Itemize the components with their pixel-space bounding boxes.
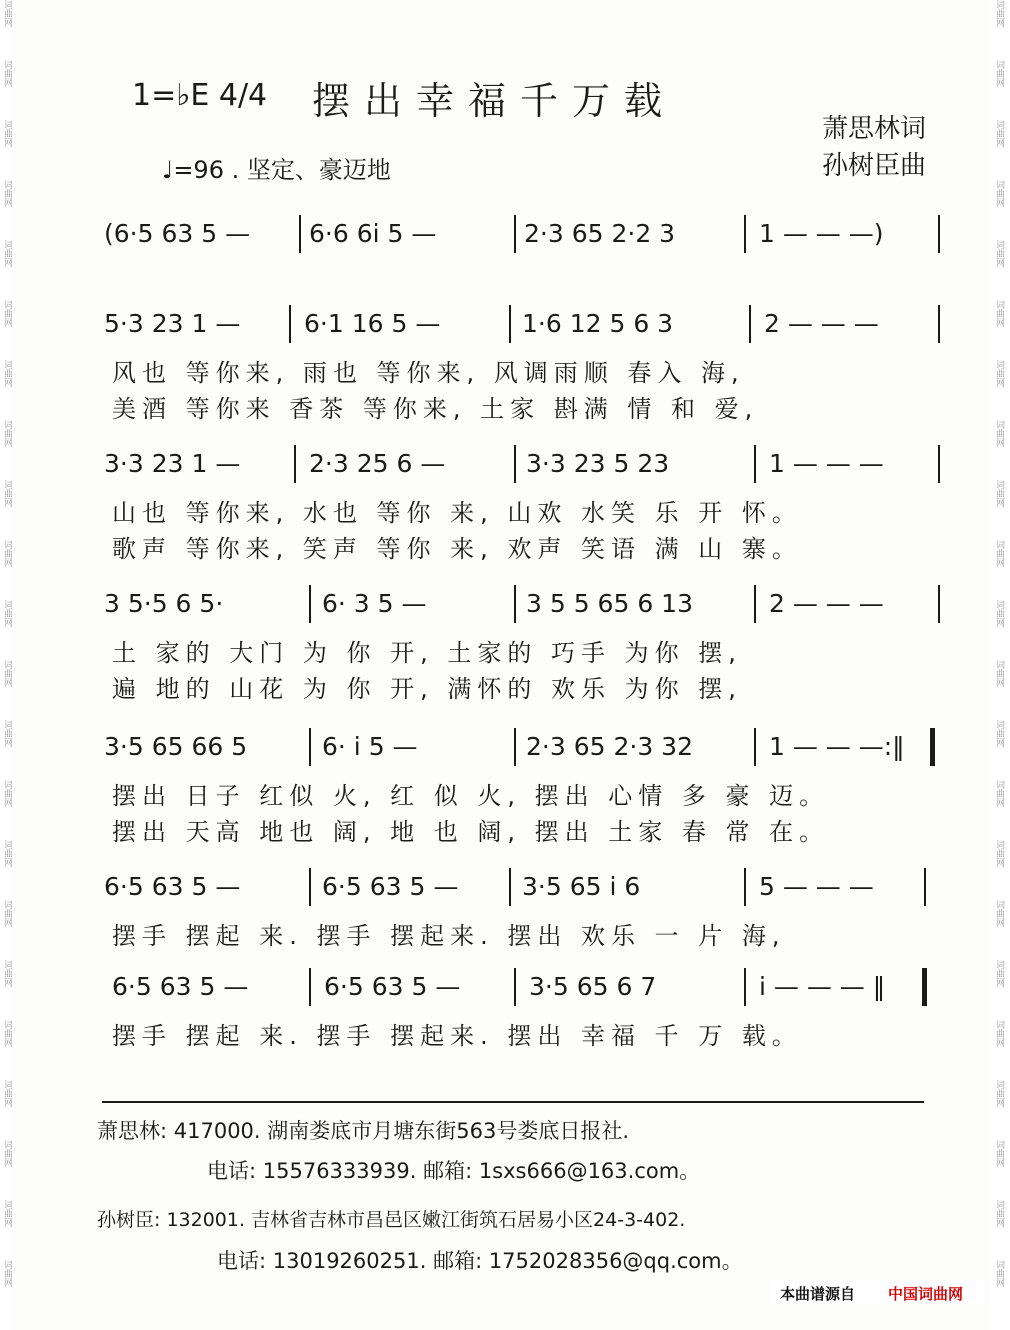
watermark-text: 词曲网 [2,0,12,27]
watermark-text: 词曲网 [2,120,12,147]
composer-contact: 电话: 13019260251. 邮箱: 1752028356@qq.com。 [217,1249,743,1273]
lyric-verse-1: 摆出 日子 红似 火, 红 似 火, 摆出 心情 多 豪 迈。 [112,782,830,810]
watermark-text: 词曲网 [2,1200,12,1227]
watermark-text: 词曲网 [994,420,1004,447]
measure: 3·3 23 5 23 [526,449,670,478]
watermark-text: 词曲网 [2,1020,12,1047]
watermark-text: 词曲网 [2,660,12,687]
watermark-text: 词曲网 [994,840,1004,867]
watermark-text: 词曲网 [994,780,1004,807]
measure: 1 — — —:‖ [769,732,905,761]
measure: (6·5 63 5 — [104,219,251,248]
notation-line [104,728,944,768]
measure: 6·5 63 5 — [322,872,459,901]
lyricist-credit: 萧思林词 [822,114,927,144]
watermark-text: 词曲网 [2,720,12,747]
barline [514,728,516,766]
measure: 2·3 65 2·3 32 [526,732,693,761]
lyricist-contact: 电话: 15576333939. 邮箱: 1sxs666@163.com。 [207,1159,701,1183]
tempo-marking: ♩=96 . 坚定、豪迈地 [162,156,391,184]
source-footer [770,1280,985,1304]
barline [938,305,940,343]
right-watermark-strip [988,0,1010,1330]
barline [514,215,516,253]
barline [749,305,751,343]
lyric-verse-2: 摆出 天高 地也 阔, 地 也 阔, 摆出 土家 春 常 在。 [112,818,830,846]
notation-line [104,585,944,625]
measure: 2 — — — [769,589,884,618]
watermark-text: 词曲网 [2,60,12,87]
watermark-text: 词曲网 [2,300,12,327]
notation-line [104,868,944,908]
measure: 6·6 6i 5 — [309,219,437,248]
measure: i — — — ‖ [759,972,886,1001]
watermark-text: 词曲网 [994,1200,1004,1227]
measure: 2·3 65 2·2 3 [524,219,676,248]
barline [509,305,511,343]
watermark-text: 词曲网 [994,720,1004,747]
measure: 6·1 16 5 — [304,309,441,338]
barline [744,215,746,253]
notation-line [104,968,944,1008]
barline [514,968,516,1006]
notation-line [104,215,944,255]
watermark-text: 词曲网 [994,960,1004,987]
watermark-text: 词曲网 [2,180,12,207]
barline [754,445,756,483]
measure: 5·3 23 1 — [104,309,241,338]
watermark-text: 词曲网 [994,540,1004,567]
watermark-text: 词曲网 [2,420,12,447]
barline [514,445,516,483]
watermark-text: 词曲网 [2,360,12,387]
watermark-text: 词曲网 [2,960,12,987]
lyric-verse-2: 美酒 等你来 香茶 等你来, 土家 斟满 情 和 爱, [112,395,759,423]
repeat-barline [930,728,935,766]
barline [938,215,940,253]
notation-line [104,445,944,485]
watermark-text: 词曲网 [2,900,12,927]
barline [744,868,746,906]
lyric-verse-1: 土 家的 大门 为 你 开, 土家的 巧手 为你 摆, [112,639,742,667]
watermark-text: 词曲网 [994,900,1004,927]
watermark-text: 词曲网 [994,480,1004,507]
watermark-text: 词曲网 [2,600,12,627]
measure: 3·3 23 1 — [104,449,241,478]
measure: 2·3 25 6 — [309,449,446,478]
barline [509,868,511,906]
barline [938,585,940,623]
measure: 6·5 63 5 — [112,972,249,1001]
measure: 1·6 12 5 6 3 [522,309,674,338]
barline [754,728,756,766]
barline [309,585,311,623]
watermark-text: 词曲网 [994,1140,1004,1167]
measure: 3 5·5 6 5· [104,589,224,618]
watermark-text: 词曲网 [994,120,1004,147]
watermark-text: 词曲网 [994,0,1004,27]
lyric-verse-2: 歌声 等你来, 笑声 等你 来, 欢声 笑语 满 山 寨。 [112,535,802,563]
watermark-text: 词曲网 [994,360,1004,387]
composer-address: 孙树臣: 132001. 吉林省吉林市昌邑区嫩江街筑石居易小区24-3-402. [97,1209,686,1231]
measure: 6·5 63 5 — [324,972,461,1001]
measure: 2 — — — [764,309,879,338]
watermark-text: 词曲网 [994,1020,1004,1047]
watermark-text: 词曲网 [2,1140,12,1167]
barline [938,445,940,483]
watermark-text: 词曲网 [2,780,12,807]
notation-line [104,305,944,345]
watermark-text: 词曲网 [994,240,1004,267]
measure: 6·5 63 5 — [104,872,241,901]
watermark-text: 词曲网 [994,1260,1004,1287]
left-watermark-strip [0,0,12,1330]
measure: 3·5 65 66 5 [104,732,248,761]
barline [309,728,311,766]
watermark-text: 词曲网 [2,1080,12,1107]
song-title: 摆出幸福千万载 [312,79,677,123]
site-name-link[interactable]: 中国词曲网 [888,1285,964,1303]
composer-credit: 孙树臣曲 [822,151,927,181]
key-signature: 1=♭E 4/4 [132,78,268,113]
barline [924,868,926,906]
watermark-text: 词曲网 [994,60,1004,87]
score-sheet [12,0,988,1330]
lyric-verse-1: 摆手 摆起 来. 摆手 摆起来. 摆出 欢乐 一 片 海, [112,922,786,950]
measure: 3 5 5 65 6 13 [526,589,693,618]
barline [309,868,311,906]
final-barline [922,968,927,1006]
barline [754,585,756,623]
measure: 3·5 65 i 6 [522,872,641,901]
measure: 6· i 5 — [322,732,418,761]
watermark-text: 词曲网 [994,180,1004,207]
lyric-verse-1: 摆手 摆起 来. 摆手 摆起来. 摆出 幸福 千 万 载。 [112,1022,802,1050]
lyricist-address: 萧思林: 417000. 湖南娄底市月塘东街563号娄底日报社. [97,1119,630,1143]
lyric-verse-1: 风也 等你来, 雨也 等你来, 风调雨顺 春入 海, [112,359,745,387]
lyric-verse-2: 遍 地的 山花 为 你 开, 满怀的 欢乐 为你 摆, [112,675,742,703]
barline [514,585,516,623]
watermark-text: 词曲网 [2,480,12,507]
divider-line [102,1101,924,1103]
watermark-text: 词曲网 [2,840,12,867]
watermark-text: 词曲网 [994,660,1004,687]
barline [299,215,301,253]
watermark-text: 词曲网 [2,540,12,567]
measure: 1 — — —) [759,219,884,248]
barline [309,968,311,1006]
measure: 6· 3 5 — [322,589,427,618]
barline [289,305,291,343]
source-label: 本曲谱源自 [780,1285,856,1303]
watermark-text: 词曲网 [994,600,1004,627]
watermark-text: 词曲网 [994,1080,1004,1107]
watermark-text: 词曲网 [2,1260,12,1287]
measure: 5 — — — [759,872,874,901]
measure: 3·5 65 6 7 [529,972,657,1001]
barline [294,445,296,483]
watermark-text: 词曲网 [2,240,12,267]
barline [744,968,746,1006]
watermark-text: 词曲网 [994,300,1004,327]
lyric-verse-1: 山也 等你来, 水也 等你 来, 山欢 水笑 乐 开 怀。 [112,499,802,527]
measure: 1 — — — [769,449,884,478]
